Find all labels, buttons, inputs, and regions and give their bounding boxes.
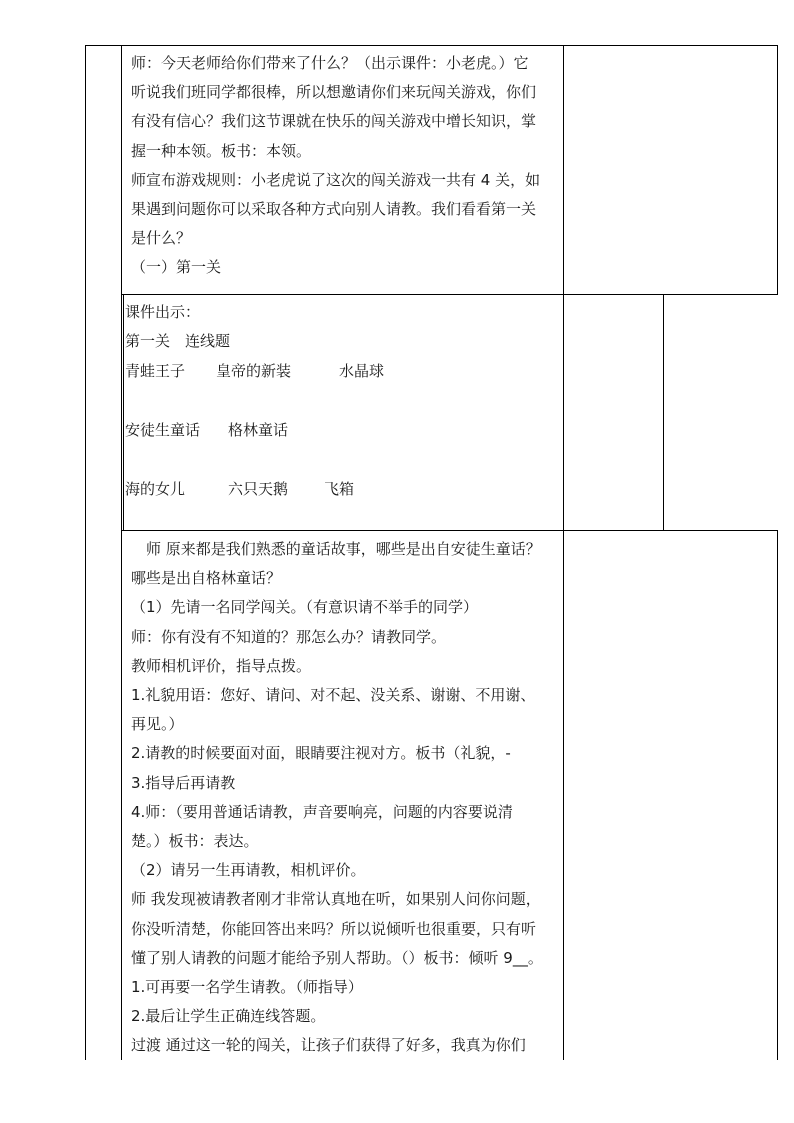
text-line: 2.最后让学生正确连线答题。 <box>131 1007 326 1026</box>
story-item: 水晶球 <box>339 362 385 380</box>
text-line: （1）先请一名同学闯关。（有意识请不举手的同学） <box>131 598 479 617</box>
text-line: 师 原来都是我们熟悉的童话故事，哪些是出自安徒生童话？ <box>131 540 541 558</box>
text-line: 懂了别人请教的问题才能给予别人帮助。（）板书：倾听 9__。 <box>131 948 543 967</box>
text-line: 4.师：（要用普通话请教，声音要响亮，问题的内容要说清 <box>131 802 513 821</box>
courseware-header: 课件出示： <box>125 303 201 321</box>
table-col-divider-2-bottom <box>563 530 564 1060</box>
text-line: 3.指导后再请教 <box>131 773 236 792</box>
category-item: 格林童话 <box>228 421 289 439</box>
lesson-text-block-1 <box>131 49 561 283</box>
text-line: 你没听清楚，你能回答出来吗？所以说倾听也很重要，只有听 <box>131 919 537 938</box>
table-border-right-top <box>777 45 778 294</box>
text-line: 1.礼貌用语：您好、请问、对不起、没关系、谢谢、不用谢、 <box>131 686 536 705</box>
text-line: 楚。）板书：表达。 <box>131 832 259 851</box>
text-line: 师：你有没有不知道的？那怎么办？请教同学。 <box>131 627 447 646</box>
courseware-box-right <box>663 294 664 530</box>
story-item: 海的女儿 <box>125 480 186 498</box>
text-line: 果遇到问题你可以采取各种方式向别人请教。我们看看第一关 <box>131 200 537 219</box>
text-line: 过渡 通过这一轮的闯关，让孩子们获得了好多，我真为你们 <box>131 1036 526 1055</box>
text-line: 师宣布游戏规则：小老虎说了这次的闯关游戏一共有 4 关，如 <box>131 170 541 189</box>
text-line: 是什么？ <box>131 229 192 248</box>
table-border-right-bottom <box>777 530 778 1060</box>
level-title: 第一关 连线题 <box>125 332 231 350</box>
story-item: 皇帝的新装 <box>216 362 292 380</box>
courseware-box-divider <box>563 294 564 530</box>
table-col-divider-1 <box>121 45 122 1060</box>
table-border-left <box>85 45 86 1060</box>
text-line: 教师相机评价，指导点拨。 <box>131 656 312 675</box>
story-item: 青蛙王子 <box>125 362 186 380</box>
text-line: 师 我发现被请教者刚才非常认真地在听，如果别人问你问题， <box>131 890 541 909</box>
text-line: 再见。） <box>131 715 184 734</box>
text-line: 听说我们班同学都很棒，所以想邀请你们来玩闯关游戏，你们 <box>131 83 537 102</box>
text-line: 师：今天老师给你们带来了什么？（出示课件：小老虎。）它 <box>131 54 529 72</box>
text-line: （2）请另一生再请教，相机评价。 <box>131 861 366 880</box>
row-divider-2 <box>121 530 778 531</box>
text-line: 有没有信心？我们这节课就在快乐的闯关游戏中增长知识，掌 <box>131 112 537 131</box>
text-line: （一）第一关 <box>131 258 222 277</box>
story-item: 飞箱 <box>324 480 355 498</box>
table-border-top <box>85 45 778 46</box>
story-item: 六只天鹅 <box>228 480 289 498</box>
category-item: 安徒生童话 <box>125 421 201 439</box>
row-divider-1 <box>121 294 778 295</box>
lesson-text-block-2 <box>131 535 561 1061</box>
text-line: 握一种本领。板书：本领。 <box>131 141 312 160</box>
table-col-divider-2-top <box>563 45 564 294</box>
text-line: 1.可再要一名学生请教。（师指导） <box>131 978 363 997</box>
text-line: 哪些是出自格林童话？ <box>131 569 282 588</box>
text-line: 2.请教的时候要面对面，眼睛要注视对方。板书（礼貌，- <box>131 744 511 763</box>
courseware-box-left <box>123 294 124 530</box>
